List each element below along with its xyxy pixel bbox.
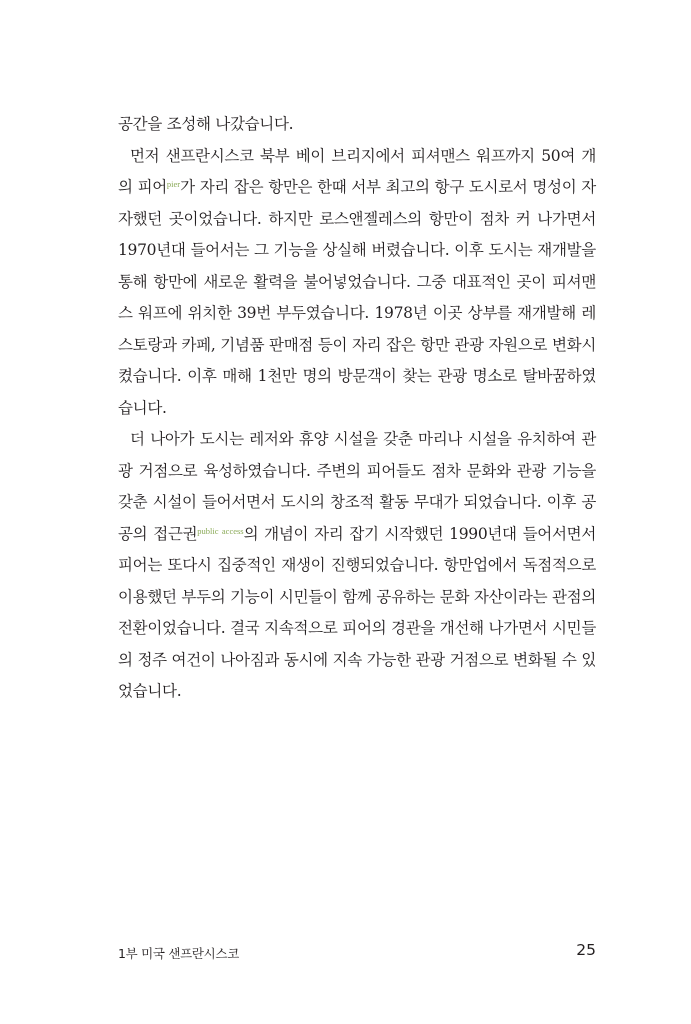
body-text — [118, 109, 596, 708]
paragraph-2 — [118, 141, 596, 425]
paragraph-3-text-start: 더 나아가 도시는 레저와 휴양 시설을 갖춘 마리나 시설을 유치하여 관광 거점으로 육성하였습니다. 주변의 피어들도 점차 문화와 관광 기능을 갖춘 시설이 들어서면서 도시의 창조적 활동 무대가 되었습니다. 이후 공공의 접근권 — [118, 430, 596, 543]
gloss-pier: pier — [166, 179, 181, 189]
paragraph-1-text: 공간을 조성해 나갔습니다. — [118, 115, 294, 133]
paragraph-3 — [118, 424, 596, 708]
paragraph-1 — [118, 109, 596, 141]
paragraph-2-text-start: 먼저 샌프란시스코 북부 베이 브리지에서 피셔맨스 워프까지 50여 개의 피어 — [118, 146, 596, 196]
gloss-public-access: public access — [197, 525, 244, 536]
running-footer-title: 1부 미국 샌프란시스코 — [118, 946, 239, 961]
paragraph-2-text-end: 가 자리 잡은 항만은 한때 서부 최고의 항구 도시로서 명성이 자자했던 곳이었습니다. 하지만 로스앤젤레스의 항만이 점차 커 나가면서 1970년대 들어서는 그 기능을 상실해 버렸습니다. 이후 도시는 재개발을 통해 항만에 새로운 활력을 불어넣었습니다. 그중 대표적인 곳이 피셔맨스 워프에 위치한 39번 부두였습니다. 1978년 이곳 상부를 재개발해 레스토랑과 카페, 기념품 판매점 등이 자리 잡은 항만 관광 자원으로 변화시켰습니다. 이후 매해 1천만 명의 방문객이 찾는 관광 명소로 탈바꿈하였습니다. — [118, 178, 596, 417]
paragraph-3-text-end: 의 개념이 자리 잡기 시작했던 1990년대 들어서면서 피어는 또다시 집중적인 재생이 진행되었습니다. 항만업에서 독점적으로 이용했던 부두의 기능이 시민들이 함께 공유하는 문화 자산이라는 관점의 전환이었습니다. 결국 지속적으로 피어의 경관을 개선해 나가면서 시민들의 정주 여건이 나아짐과 동시에 지속 가능한 관광 거점으로 변화될 수 있었습니다. — [118, 524, 596, 700]
page-number: 25 — [576, 941, 596, 959]
